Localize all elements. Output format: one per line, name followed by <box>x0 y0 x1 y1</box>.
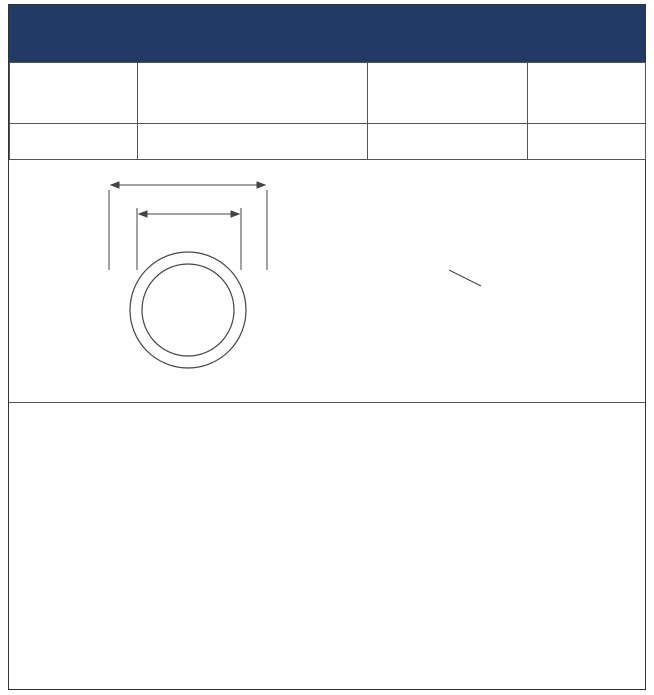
material-label <box>368 63 528 124</box>
material-value <box>528 63 646 124</box>
thick-leader-line <box>449 270 481 286</box>
washer-hole <box>142 264 234 356</box>
finish-value <box>138 124 368 160</box>
washer-drawing <box>9 159 645 403</box>
product-sheet <box>8 4 646 690</box>
page-title <box>9 5 645 62</box>
strength-grade-value <box>528 124 646 160</box>
spec-table <box>9 62 646 160</box>
name-value <box>138 63 368 124</box>
strength-grade-label <box>368 124 528 160</box>
name-label <box>10 63 138 124</box>
finish-label <box>10 124 138 160</box>
washer-diagram <box>9 160 645 402</box>
